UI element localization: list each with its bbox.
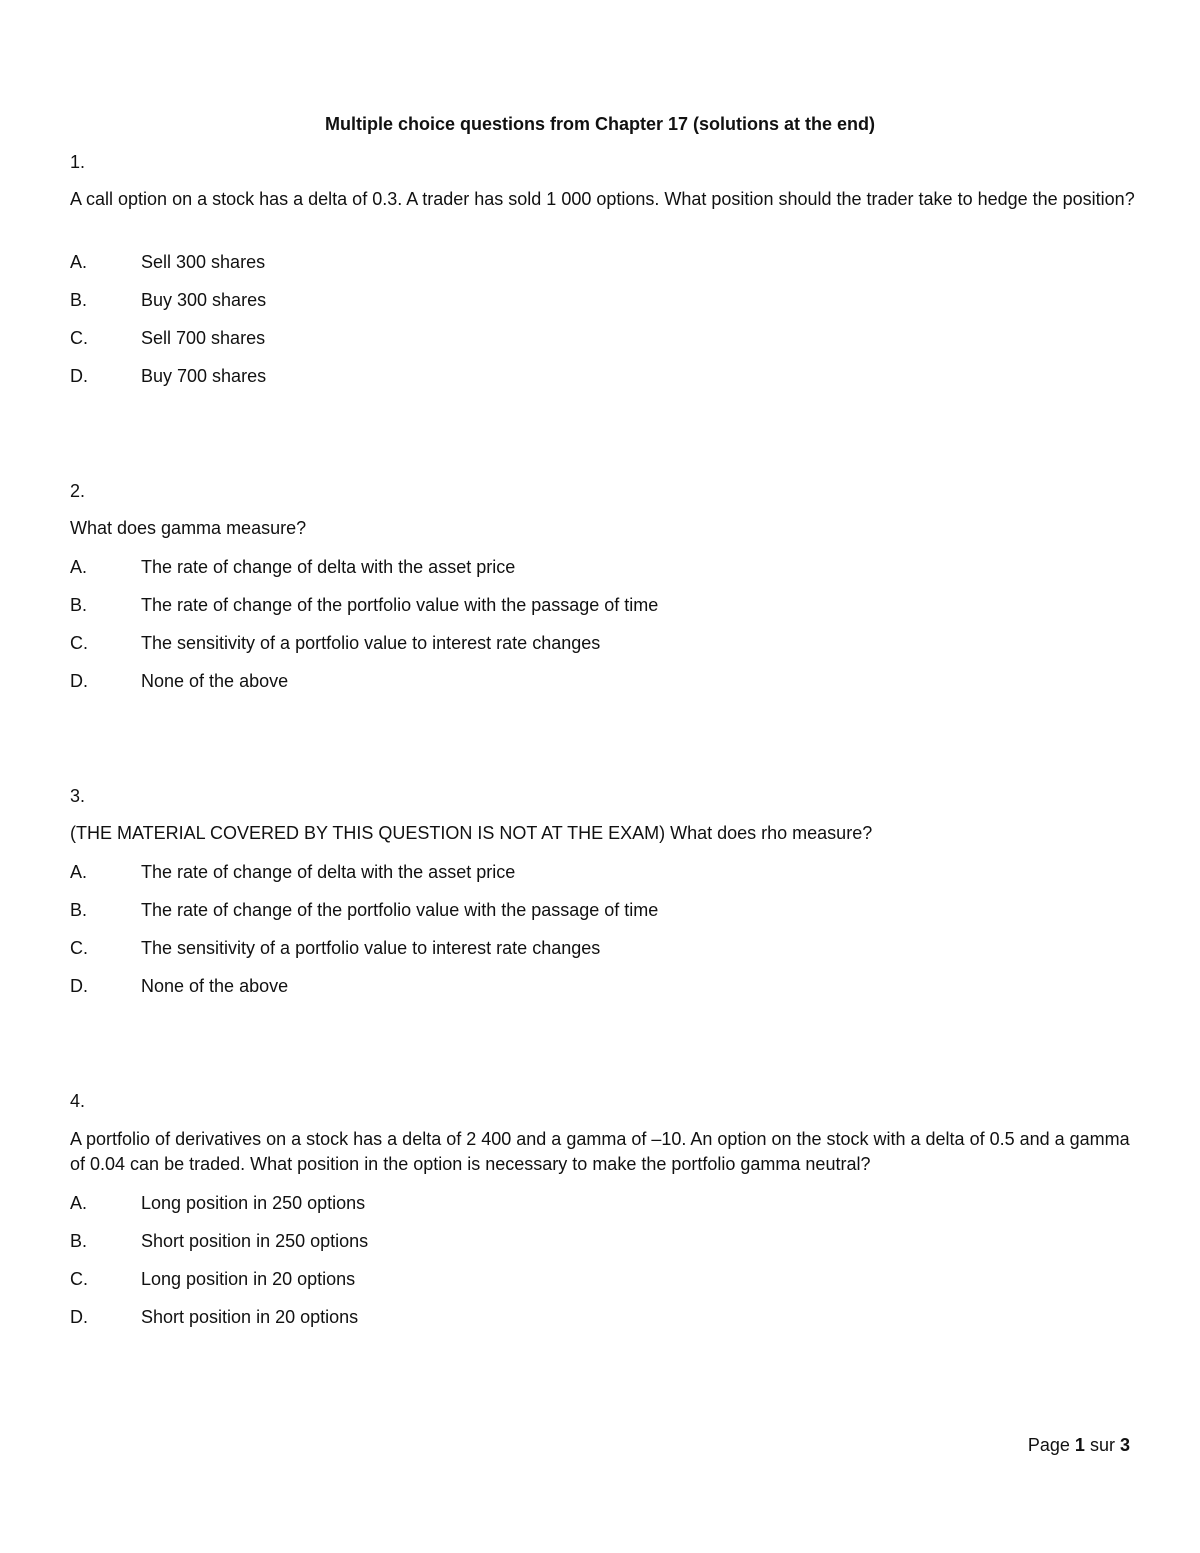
answer-option <box>70 936 1140 960</box>
option-letter: D. <box>70 1307 88 1327</box>
page-footer <box>1028 1433 1130 1457</box>
option-text: The rate of change of the portfolio value with the passage of time <box>141 900 659 920</box>
option-text: Sell 300 shares <box>141 252 266 272</box>
page-of-label: sur <box>1089 1435 1115 1455</box>
option-text: Buy 300 shares <box>141 290 267 310</box>
answer-option <box>70 364 1140 388</box>
answer-option <box>70 898 1140 922</box>
question-number: 1. <box>70 152 86 172</box>
question-number: 4. <box>70 1091 86 1111</box>
option-letter: B. <box>70 1231 88 1251</box>
answer-option <box>70 593 1140 617</box>
option-letter: C. <box>70 938 88 958</box>
question-number: 2. <box>70 481 86 501</box>
question-number: 3. <box>70 786 86 806</box>
option-text: Short position in 20 options <box>141 1307 359 1327</box>
answer-option <box>70 1305 1140 1329</box>
option-text: Long position in 250 options <box>141 1193 366 1213</box>
option-text: Buy 700 shares <box>141 366 267 386</box>
option-text: The rate of change of the portfolio value with the passage of time <box>141 595 659 615</box>
option-text: The sensitivity of a portfolio value to interest rate changes <box>141 938 601 958</box>
option-letter: C. <box>70 633 88 653</box>
page-total: 3 <box>1119 1435 1130 1455</box>
page-number: 1 <box>1074 1435 1085 1455</box>
option-text: Sell 700 shares <box>141 328 266 348</box>
answer-option <box>70 631 1140 655</box>
option-text: Long position in 20 options <box>141 1269 356 1289</box>
option-letter: A. <box>70 252 88 272</box>
answer-option <box>70 1229 1140 1253</box>
option-text: The sensitivity of a portfolio value to interest rate changes <box>141 633 601 653</box>
answer-option <box>70 860 1140 884</box>
answer-option <box>70 250 1140 274</box>
option-letter: A. <box>70 862 88 882</box>
option-letter: C. <box>70 1269 88 1289</box>
option-letter: B. <box>70 900 88 920</box>
page-label: Page <box>1027 1435 1070 1455</box>
answer-option <box>70 1191 1140 1215</box>
option-text: None of the above <box>141 976 289 996</box>
page-title: Multiple choice questions from Chapter 17 (solutions at the end) <box>324 114 876 134</box>
option-letter: A. <box>70 1193 88 1213</box>
option-text: The rate of change of delta with the asset price <box>141 557 516 577</box>
answer-option <box>70 555 1140 579</box>
option-letter: B. <box>70 290 88 310</box>
answer-option <box>70 669 1140 693</box>
option-text: The rate of change of delta with the asset price <box>141 862 516 882</box>
answer-option <box>70 974 1140 998</box>
question-text: A portfolio of derivatives on a stock has a delta of 2 400 and a gamma of –10. An option on the stock with a delta of 0.5 and a gamma of 0.04 can be traded. What position in the option is necessary to make the portfolio gamma neutral? <box>70 1129 1130 1174</box>
question-text: A call option on a stock has a delta of 0.3. A trader has sold 1 000 options. What position should the trader take to hedge the position? <box>70 189 1135 209</box>
answer-option <box>70 326 1140 350</box>
option-letter: D. <box>70 976 88 996</box>
answer-option <box>70 1267 1140 1291</box>
option-letter: A. <box>70 557 88 577</box>
answer-option <box>70 288 1140 312</box>
option-letter: B. <box>70 595 88 615</box>
question-text: (THE MATERIAL COVERED BY THIS QUESTION IS NOT AT THE EXAM) What does rho measure? <box>70 823 873 843</box>
option-text: Short position in 250 options <box>141 1231 369 1251</box>
option-letter: D. <box>70 366 88 386</box>
option-letter: C. <box>70 328 88 348</box>
question-text: What does gamma measure? <box>70 518 307 538</box>
option-text: None of the above <box>141 671 289 691</box>
option-letter: D. <box>70 671 88 691</box>
